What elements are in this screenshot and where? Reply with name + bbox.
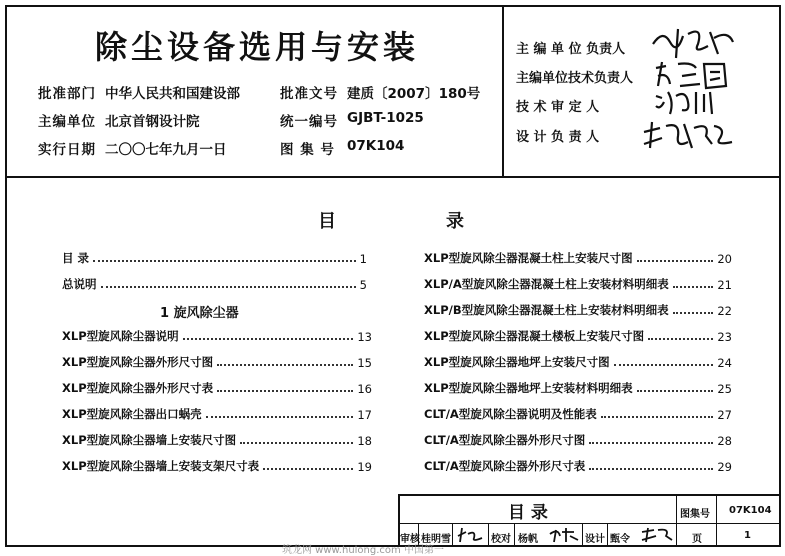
design-name: 甄令 bbox=[610, 534, 630, 545]
design-signature bbox=[640, 526, 674, 544]
toc-entry-left-1[interactable]: 目 录 1 bbox=[62, 251, 367, 266]
signature-2 bbox=[652, 58, 732, 92]
toc-entry-right-4[interactable]: XLP型旋风除尘器混凝土楼板上安装尺寸图 23 bbox=[424, 329, 732, 344]
atlas-no-cell-label: 图集号 bbox=[680, 509, 710, 520]
title-block-sep-5 bbox=[582, 524, 583, 547]
toc-heading-left: 目 bbox=[318, 211, 336, 232]
title-block-vline-1 bbox=[676, 494, 677, 547]
toc-entry-right-9[interactable]: CLT/A型旋风除尘器外形尺寸表 29 bbox=[424, 459, 732, 474]
title-block-sep-3 bbox=[488, 524, 489, 547]
title-block-sep-6 bbox=[607, 524, 608, 547]
title-block-sep-2 bbox=[452, 524, 453, 547]
toc-entry-left-5[interactable]: XLP型旋风除尘器外形尺寸表 16 bbox=[62, 381, 372, 396]
toc-entry-left-7[interactable]: XLP型旋风除尘器墙上安装尺寸图 18 bbox=[62, 433, 372, 448]
atlas-title: 除尘设备选用与安装 bbox=[95, 28, 420, 66]
toc-entry-right-7[interactable]: CLT/A型旋风除尘器说明及性能表 27 bbox=[424, 407, 732, 422]
check-signature bbox=[548, 526, 580, 544]
header-vertical-divider bbox=[502, 5, 504, 177]
check-name: 杨帆 bbox=[518, 534, 538, 545]
approval-dept-value: 中华人民共和国建设部 bbox=[105, 86, 240, 102]
tech-reviewer-label: 技 术 审 定 人 bbox=[516, 100, 600, 115]
toc-entry-left-4[interactable]: XLP型旋风除尘器外形尺寸图 15 bbox=[62, 355, 372, 370]
effective-date-value: 二〇〇七年九月一日 bbox=[105, 142, 227, 158]
atlas-no-label: 图 集 号 bbox=[280, 142, 335, 158]
signature-4 bbox=[640, 118, 740, 154]
check-label: 校对 bbox=[491, 534, 511, 545]
toc-entry-right-8[interactable]: CLT/A型旋风除尘器外形尺寸图 28 bbox=[424, 433, 732, 448]
atlas-no-cell-value: 07K104 bbox=[729, 505, 772, 516]
design-head-label: 设 计 负 责 人 bbox=[516, 130, 600, 145]
section-cyclone-title: 1 旋风除尘器 bbox=[160, 306, 239, 321]
toc-entry-right-5[interactable]: XLP型旋风除尘器地坪上安装尺寸图 24 bbox=[424, 355, 732, 370]
effective-date-label: 实行日期 bbox=[38, 142, 96, 158]
toc-entry-left-8[interactable]: XLP型旋风除尘器墙上安装支架尺寸表 19 bbox=[62, 459, 372, 474]
review-signature bbox=[456, 526, 486, 544]
approval-no-label: 批准文号 bbox=[280, 86, 338, 102]
page-cell-value: 1 bbox=[744, 530, 751, 541]
chief-unit-head-label: 主 编 单 位 负责人 bbox=[516, 42, 626, 57]
toc-entry-right-1[interactable]: XLP型旋风除尘器混凝土柱上安装尺寸图 20 bbox=[424, 251, 732, 266]
review-name: 桂明雪 bbox=[421, 534, 451, 545]
chief-tech-head-label: 主编单位技术负责人 bbox=[516, 71, 634, 86]
atlas-no-value: 07K104 bbox=[347, 138, 405, 154]
toc-entry-right-2[interactable]: XLP/A型旋风除尘器混凝土柱上安装材料明细表 21 bbox=[424, 277, 732, 292]
toc-entry-right-3[interactable]: XLP/B型旋风除尘器混凝土柱上安装材料明细表 22 bbox=[424, 303, 732, 318]
header-divider bbox=[5, 176, 781, 178]
signature-3 bbox=[652, 88, 722, 118]
page-cell-label: 页 bbox=[692, 534, 702, 545]
title-block-sep-4 bbox=[514, 524, 515, 547]
toc-entry-left-2[interactable]: 总说明 5 bbox=[62, 277, 367, 292]
toc-entry-right-6[interactable]: XLP型旋风除尘器地坪上安装材料明细表 25 bbox=[424, 381, 732, 396]
footer-watermark: 筑龙网 www.hulong.com 中国第一 bbox=[282, 545, 444, 556]
editor-unit-label: 主编单位 bbox=[38, 114, 96, 130]
toc-entry-left-6[interactable]: XLP型旋风除尘器出口蜗壳 17 bbox=[62, 407, 372, 422]
approval-dept-label: 批准部门 bbox=[38, 86, 96, 102]
approval-no-value: 建质〔2007〕180号 bbox=[347, 86, 481, 102]
unified-no-label: 统一编号 bbox=[280, 114, 338, 130]
editor-unit-value: 北京首钢设计院 bbox=[105, 114, 200, 130]
title-block-vline-2 bbox=[716, 494, 717, 547]
unified-no-value: GJBT-1025 bbox=[347, 110, 424, 126]
design-label: 设计 bbox=[585, 534, 605, 545]
title-block-hline bbox=[398, 523, 781, 524]
toc-heading-right: 录 bbox=[446, 211, 464, 232]
sheet-title: 目 录 bbox=[508, 503, 548, 523]
review-label: 审核 bbox=[400, 534, 420, 545]
toc-entry-left-3[interactable]: XLP型旋风除尘器说明 13 bbox=[62, 329, 372, 344]
